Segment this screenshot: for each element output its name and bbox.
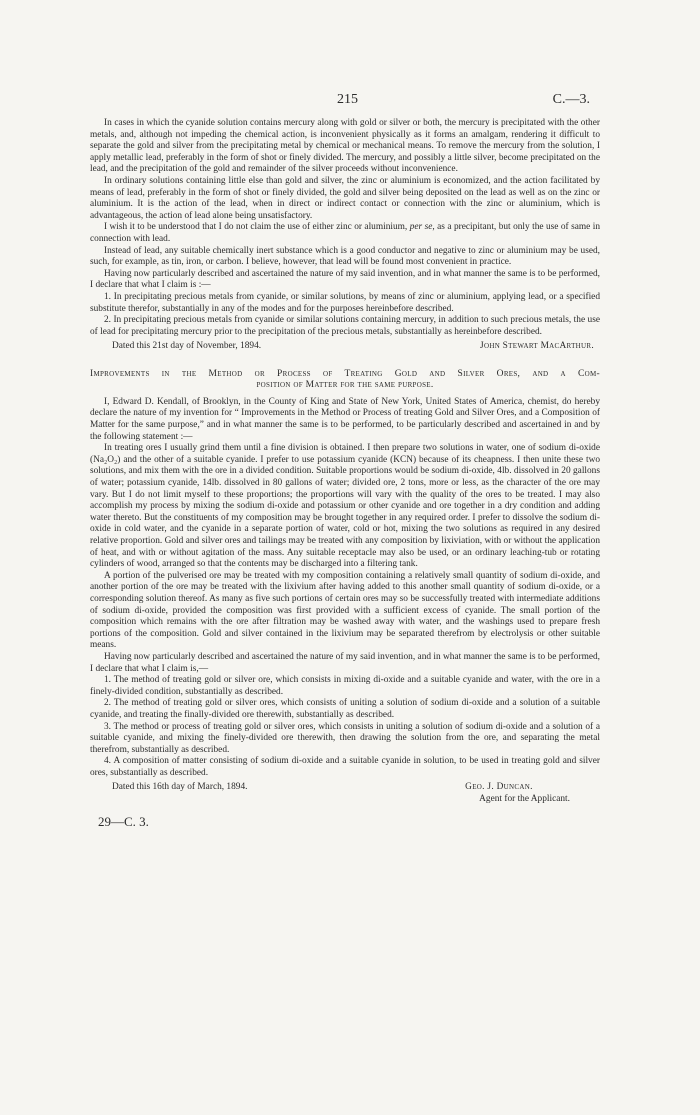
claim-item: 2. The method of treating gold or silver ores, which consists of uniting a solution of sodium di-oxide and a solution of a suitable cyanide, and treating the finally-divided ore therewith, substantially as described. [90,698,600,720]
agent-role: Agent for the Applicant. [479,794,570,805]
agent-name: Geo. J. Duncan. [465,782,533,793]
signature: John Stewart MacArthur. [480,341,594,352]
paragraph: Having now particularly described and ascertained the nature of my said invention, and in what manner the same is to be performed, I declare that what I claim is,— [90,651,600,674]
date-text: Dated this 21st day of November, 1894. [112,341,262,352]
page-header [90,92,600,118]
section-reference: C.—3. [552,92,590,107]
paragraph: I wish it to be understood that I do not claim the use of either zinc or aluminium, per se, as a precipitant, but only the use of same in connection with lead. [90,222,600,244]
paragraph: In cases in which the cyanide solution contains mercury along with gold or silver or both, the mercury is precipitated with the other metals, and, although not impeding the chemical action, is inconvenient physically as it forms an amalgam, rendering it difficult to separate the gold and silver from the precipitating metal by chemical or mechanical means. To remove the mercury from the solution, I apply metallic lead, preferably in the form of shot or finely divided. The mercury, and possibly a little silver, become precipitated on the lead, and the precipitation of the gold and remainder of the silver proceeds without inconvenience. [90,118,600,175]
claim-item: 1. In precipitating precious metals from cyanide, or similar solutions, by means of zinc or aluminium, applying lead, or a specified substitute therefor, substantially in any of the modes and for the purposes hereinbefore described. [90,291,600,314]
paragraph: In ordinary solutions containing little else than gold and silver, the zinc or aluminium is economized, and the action facilitated by means of lead, preferably in the form of shot or finely divided, the gold and silver being deposited on the lead as well as on the zinc or aluminium. It is the action of the lead, when in direct or indirect contact or connection with the zinc or aluminium, which is advantageous, the action of lead alone being unsatisfactory. [90,175,600,221]
kendall-specification [90,397,600,806]
signature-mark: 29—C. 3. [98,813,149,829]
claim-item: 1. The method of treating gold or silver ore, which consists in mixing di-oxide and a suitable cyanide and water, with the ore in a finely-divided condition, substantially as described. [90,675,600,697]
macarthur-specification [90,118,600,353]
title-line: Improvements in the Method or Process of Treating Gold and Silver Ores, and a Com- [90,368,600,379]
date-text: Dated this 16th day of March, 1894. [112,782,248,793]
paragraph: In treating ores I usually grind them until a fine division is obtained. I then prepare two solutions in water, one of sodium di-oxide (Na₂O₂) and the other of a suitable cyanide. I prefer to use potassium cyanide (KCN) because of its cheapness. I then unite these two solutions, and mix them with the ore in a divided condition. Suitable proportions would be sodium di-oxide, 4lb. dissolved in 20 gallons of water; potassium cyanide, 14lb. dissolved in 80 gallons of water; divided ore, 2 tons, more or less, as the character of the ore may vary. But I do not limit myself to these proportions; the proportions will vary with the quality of the ores to be treated. I may also accomplish my process by mixing the sodium di-oxide and potassium or other cyanide and ore together in a dry condition and adding water thereto. But the constituents of my composition may be brought together in any required order. I prefer to dissolve the sodium di-oxide in cold water, and the cyanide in a separate portion of water, cold or hot, mixing the two solutions as required in any desired relative proportion. Gold and silver ores and tailings may be treated with any composition by lixiviation, with or without the application of heat, and with or without agitation of the mass. Any suitable receptacle may also be used, or an ordinary leaching-tub or rotating cylinders of wood, arranged so that the contents may be discharged into a filtering tank. [90,443,600,570]
paragraph: Having now particularly described and ascertained the nature of my said invention, and in what manner the same is to be performed, I declare that what I claim is :— [90,268,600,291]
dated-line [90,782,600,805]
dated-line [90,341,600,353]
specification-title [90,369,600,391]
claim-item: 2. In precipitating precious metals from cyanide or similar solutions containing mercury, in addition to such precious metals, the use of lead for precipitating mercury prior to the precipitation of the precious metals, substantially as hereinbefore described. [90,315,600,337]
title-line: position of Matter for the same purpose. [256,379,434,390]
section-spacer [90,353,600,363]
claim-item: 4. A composition of matter consisting of sodium di-oxide and a suitable cyanide in solution, to be used in treating gold and silver ores, substantially as described. [90,756,600,778]
agent-block [465,782,600,805]
paragraph: Instead of lead, any suitable chemically inert substance which is a good conductor and negative to zinc or aluminium may be used, such, for example, as tin, iron, or carbon. I believe, however, that lead will be found most convenient in practice. [90,245,600,268]
page-number: 215 [337,92,358,107]
document-page [90,92,600,829]
paragraph: A portion of the pulverised ore may be treated with my composition containing a relatively small quantity of sodium di-oxide, and another portion of the ore may be treated with the lixivium after having added to this another small quantity of sodium di-oxide, or a corresponding solution thereof. As many as five such portions of certain ores may so be successfully treated with intermediate additions of sodium di-oxide, provided the composition was first provided with a sufficient excess of cyanide. The small portion of the composition which remains with the ore after filtration may be washed away with water, and the washings used to prepare fresh portions of the composition. Gold and silver contained in the lixivium may be separated therefrom by electrolysis or other suitable means. [90,570,600,651]
claim-item: 3. The method or process of treating gold or silver ores, which consists in uniting a solution of sodium di-oxide and a solution of a suitable cyanide, and mixing the finely-divided ore therewith, then drawing the solution from the ore, and separating the metal therefrom, substantially as described. [90,721,600,755]
paragraph: I, Edward D. Kendall, of Brooklyn, in the County of King and State of New York, United States of America, chemist, do hereby declare the nature of my invention for “ Improvements in the Method or Process of treating Gold and Silver Ores, and a Composition of Matter for the same purpose,” and in what manner the same is to be performed, to be particularly described and ascertained in and by the following statement :— [90,396,600,442]
